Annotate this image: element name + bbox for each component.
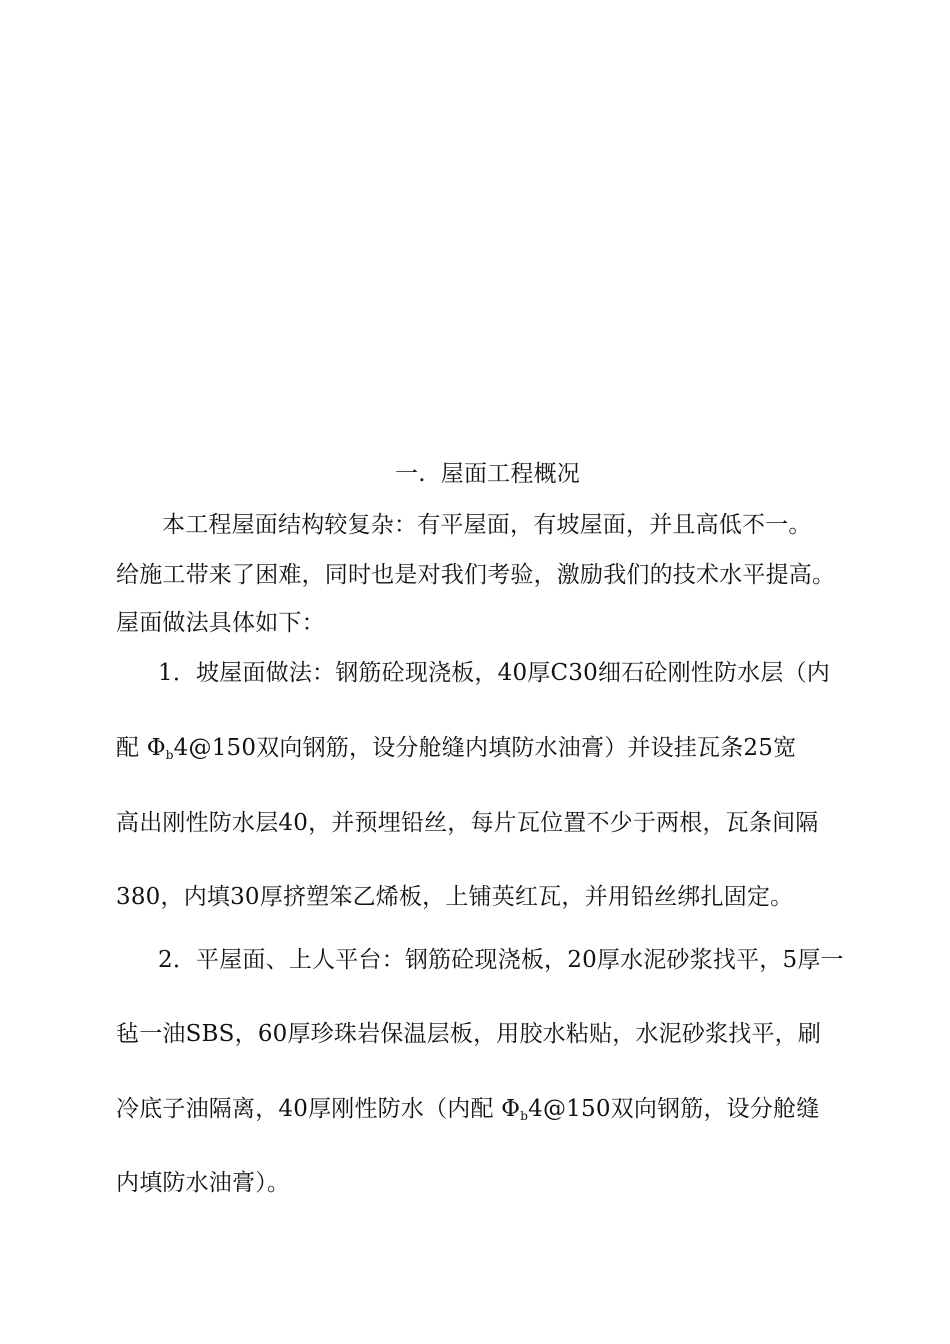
item1-line-2 — [116, 733, 861, 766]
intro-line-1: 本工程屋面结构较复杂：有平屋面，有坡屋面，并且高低不一。 — [162, 512, 812, 538]
item2-line-3-sub: b — [520, 1109, 529, 1123]
item2-line-1: 2．平屋面、上人平台：钢筋砼现浇板，20厚水泥砂浆找平，5厚一 — [158, 947, 844, 973]
item2-line-2: 毡一油SBS，60厚珍珠岩保温层板，用胶水粘贴，水泥砂浆找平，刷 — [116, 1021, 822, 1047]
section-number: 一. — [395, 461, 426, 487]
section-title: 屋面工程概况 — [440, 461, 580, 487]
item2-line-4: 内填防水油膏）。 — [116, 1170, 291, 1196]
item2-line-3 — [116, 1094, 861, 1127]
intro-line-2: 给施工带来了困难，同时也是对我们考验，激励我们的技术水平提高。 — [116, 562, 836, 588]
item1-line-4: 380，内填30厚挤塑笨乙烯板，上铺英红瓦，并用铅丝绑扎固定。 — [116, 884, 794, 910]
item1-line-2-pre: 配 Φ — [116, 735, 166, 761]
item1-line-1: 1．坡屋面做法：钢筋砼现浇板，40厚C30细石砼刚性防水层（内 — [158, 660, 830, 686]
item1-line-2-post: 4@150双向钢筋，设分舱缝内填防水油膏）并设挂瓦条25宽 — [173, 735, 797, 761]
section-heading — [0, 459, 950, 489]
item1-line-2-sub: b — [165, 748, 174, 762]
item2-line-3-pre: 冷底子油隔离，40厚刚性防水（内配 Φ — [116, 1096, 521, 1122]
item1-line-3: 高出刚性防水层40，并预埋铅丝，每片瓦位置不少于两根，瓦条间隔 — [116, 810, 819, 836]
item2-line-3-post: 4@150双向钢筋，设分舱缝 — [528, 1096, 820, 1122]
intro-line-3: 屋面做法具体如下： — [116, 610, 325, 636]
